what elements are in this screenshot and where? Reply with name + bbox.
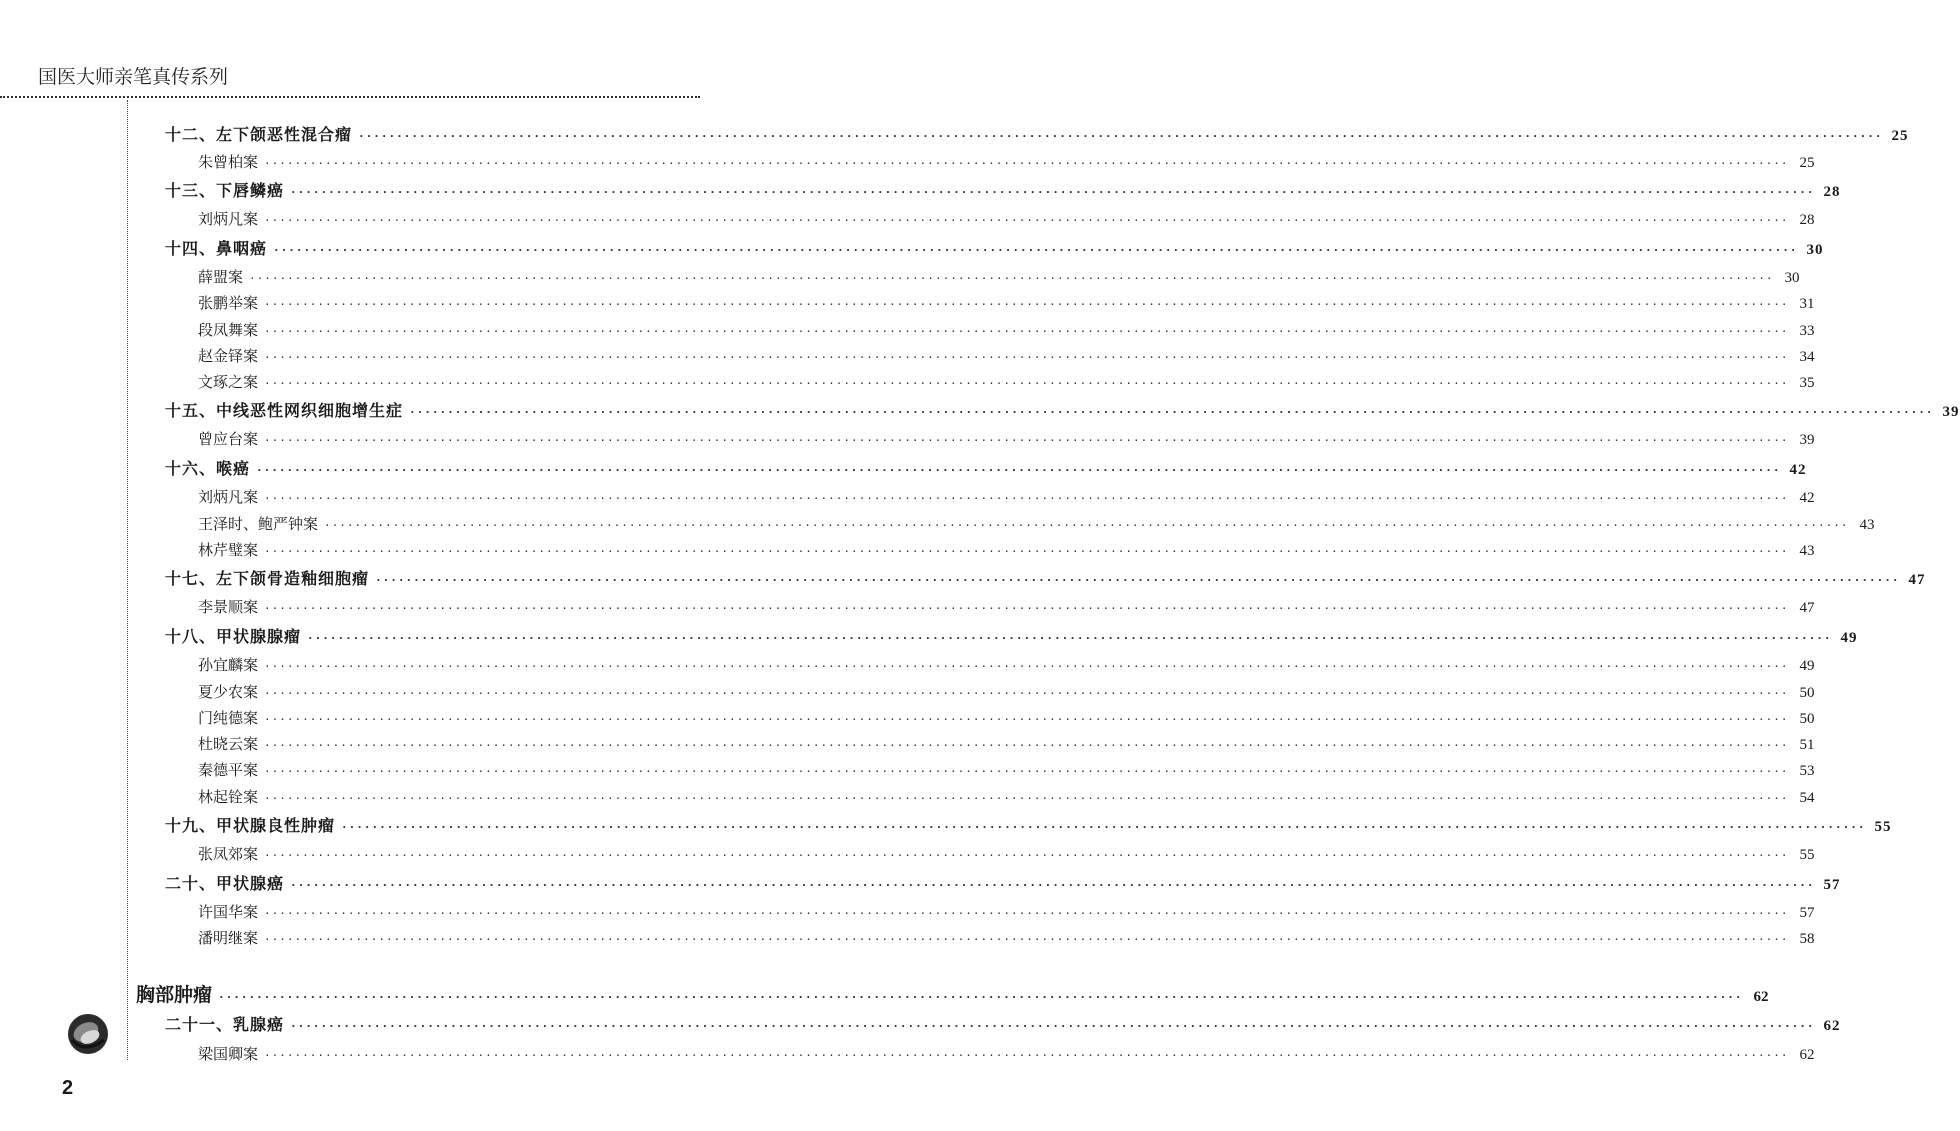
toc-entry[interactable] <box>198 149 1815 175</box>
toc-entry[interactable] <box>198 426 1815 452</box>
toc-entry-page: 51 <box>1799 737 1815 753</box>
dot-leader: ········································································································································································································ <box>264 602 1789 615</box>
toc-entry-title: 胸部肿瘤 <box>136 984 213 1006</box>
toc-entry-page: 62 <box>1799 1047 1815 1063</box>
toc-entry-page: 28 <box>1799 212 1815 228</box>
toc-entry-page: 49 <box>1799 658 1815 674</box>
dot-leader: ········································································································································································································ <box>264 434 1789 447</box>
toc-entry-title: 李景顺案 <box>198 598 259 616</box>
toc-entry[interactable] <box>198 841 1815 867</box>
toc-entry[interactable] <box>198 652 1815 678</box>
dot-leader: ········································································································································································································ <box>264 545 1789 558</box>
toc-entry[interactable] <box>136 982 1769 1008</box>
toc-entry-title: 十五、中线恶性网织细胞增生症 <box>165 401 404 420</box>
toc-entry-page: 57 <box>1823 877 1841 893</box>
dot-leader: ········································································································································································································ <box>218 991 1743 1004</box>
toc-entry[interactable] <box>198 511 1875 537</box>
toc-entry-title: 十二、左下颌恶性混合瘤 <box>165 125 353 144</box>
toc-entry[interactable] <box>198 1041 1815 1067</box>
toc-entry-title: 林起铨案 <box>198 788 259 806</box>
toc-entry-title: 十七、左下颌骨造釉细胞瘤 <box>165 569 370 588</box>
toc-entry-title: 薛盟案 <box>198 268 244 286</box>
toc-entry-title: 段凤舞案 <box>198 321 259 339</box>
dot-leader: ········································································································································································································ <box>264 792 1789 805</box>
toc-entry-page: 55 <box>1799 847 1815 863</box>
toc-entry-page: 42 <box>1799 490 1815 506</box>
toc-entry[interactable] <box>165 236 1824 262</box>
toc-entry-title: 十八、甲状腺腺瘤 <box>165 627 302 646</box>
dot-leader: ········································································································································································································ <box>264 1049 1789 1062</box>
dot-leader: ········································································································································································································ <box>290 186 1815 199</box>
toc-entry[interactable] <box>198 899 1815 925</box>
toc-entry-title: 门纯德案 <box>198 709 259 727</box>
toc-entry-page: 30 <box>1806 242 1824 258</box>
toc-entry-title: 秦德平案 <box>198 761 259 779</box>
toc-entry-page: 58 <box>1799 931 1815 947</box>
dot-leader: ········································································································································································································ <box>264 298 1789 311</box>
toc-entry[interactable] <box>198 925 1815 951</box>
toc-entry[interactable] <box>165 624 1858 650</box>
toc-entry-page: 39 <box>1942 404 1960 420</box>
toc-entry-page: 28 <box>1823 184 1841 200</box>
dot-leader: ········································································································································································································ <box>264 157 1789 170</box>
toc-entry-title: 夏少农案 <box>198 683 259 701</box>
dot-leader: ········································································································································································································ <box>409 406 1934 419</box>
toc-entry[interactable] <box>198 264 1800 290</box>
toc-entry-page: 62 <box>1823 1018 1841 1034</box>
toc-entry-page: 42 <box>1789 462 1807 478</box>
dot-leader: ········································································································································································································ <box>375 574 1900 587</box>
toc-entry[interactable] <box>198 317 1815 343</box>
dot-leader: ········································································································································································································ <box>264 214 1789 227</box>
series-title: 国医大师亲笔真传系列 <box>38 66 229 88</box>
toc-entry[interactable] <box>198 206 1815 232</box>
toc-entry-page: 49 <box>1840 630 1858 646</box>
toc-entry[interactable] <box>198 484 1815 510</box>
toc-entry[interactable] <box>198 369 1815 395</box>
toc-entry[interactable] <box>165 122 1909 148</box>
toc-entry[interactable] <box>198 290 1815 316</box>
dot-leader: ········································································································································································································ <box>264 907 1789 920</box>
toc-entry-title: 朱曾柏案 <box>198 153 259 171</box>
toc-entry-page: 54 <box>1799 790 1815 806</box>
toc-entry[interactable] <box>198 537 1815 563</box>
toc-entry-title: 赵金铎案 <box>198 347 259 365</box>
toc-entry-page: 33 <box>1799 323 1815 339</box>
dot-leader: ········································································································································································································ <box>273 244 1798 257</box>
dot-leader: ········································································································································································································ <box>264 739 1789 752</box>
toc-entry-page: 62 <box>1753 989 1769 1005</box>
toc-entry-page: 30 <box>1784 270 1800 286</box>
toc-entry-page: 47 <box>1908 572 1926 588</box>
dot-leader: ········································································································································································································ <box>264 933 1789 946</box>
toc-entry-title: 林芹璧案 <box>198 541 259 559</box>
toc-entry-title: 张凤郊案 <box>198 845 259 863</box>
toc-entry-title: 王泽时、鲍严钟案 <box>198 515 319 533</box>
toc-entry-title: 杜晓云案 <box>198 735 259 753</box>
toc-entry-title: 许国华案 <box>198 903 259 921</box>
dot-leader: ········································································································································································································ <box>290 1020 1815 1033</box>
toc-entry-page: 55 <box>1874 819 1892 835</box>
toc-entry[interactable] <box>165 456 1807 482</box>
toc-entry-page: 34 <box>1799 349 1815 365</box>
toc-entry-title: 梁国卿案 <box>198 1045 259 1063</box>
toc-entry-page: 50 <box>1799 685 1815 701</box>
dot-leader: ········································································································································································································ <box>358 130 1883 143</box>
dot-leader: ········································································································································································································ <box>264 492 1789 505</box>
dot-leader: ········································································································································································································ <box>264 660 1789 673</box>
dot-leader: ········································································································································································································ <box>264 765 1789 778</box>
toc-entry-page: 47 <box>1799 600 1815 616</box>
toc-entry-title: 十四、鼻咽癌 <box>165 239 268 258</box>
toc-entry-page: 43 <box>1799 543 1815 559</box>
toc-entry-title: 十九、甲状腺良性肿瘤 <box>165 816 336 835</box>
toc-entry-title: 孙宜麟案 <box>198 656 259 674</box>
toc-entry-page: 57 <box>1799 905 1815 921</box>
toc-entry-page: 43 <box>1859 517 1875 533</box>
toc-entry-title: 二十一、乳腺癌 <box>165 1015 285 1034</box>
toc-entry[interactable] <box>198 731 1815 757</box>
toc-entry-title: 刘炳凡案 <box>198 210 259 228</box>
dot-leader: ········································································································································································································ <box>264 377 1789 390</box>
toc-entry[interactable] <box>198 757 1815 783</box>
dot-leader: ········································································································································································································ <box>264 325 1789 338</box>
dot-leader: ········································································································································································································ <box>264 687 1789 700</box>
toc-entry-title: 十三、下唇鳞癌 <box>165 181 285 200</box>
toc-entry-title: 潘明继案 <box>198 929 259 947</box>
toc-entry-page: 35 <box>1799 375 1815 391</box>
toc-entry[interactable] <box>198 343 1815 369</box>
dot-leader: ········································································································································································································ <box>264 713 1789 726</box>
page-number: 2 <box>62 1077 74 1099</box>
toc-entry[interactable] <box>198 594 1815 620</box>
dot-leader: ········································································································································································································ <box>307 632 1832 645</box>
toc-entry-title: 张鹏举案 <box>198 294 259 312</box>
dot-leader: ········································································································································································································ <box>249 272 1774 285</box>
toc-entry-title: 刘炳凡案 <box>198 488 259 506</box>
toc-entry[interactable] <box>165 178 1841 204</box>
publisher-logo-icon <box>64 1010 112 1058</box>
toc-entry-title: 十六、喉癌 <box>165 459 251 478</box>
toc-entry-page: 31 <box>1799 296 1815 312</box>
toc-entry-page: 53 <box>1799 763 1815 779</box>
toc-entry[interactable] <box>165 813 1892 839</box>
dot-leader: ········································································································································································································ <box>264 849 1789 862</box>
toc-entry-page: 50 <box>1799 711 1815 727</box>
toc-entry-title: 曾应台案 <box>198 430 259 448</box>
toc-entry-title: 文琢之案 <box>198 373 259 391</box>
toc-entry[interactable] <box>198 705 1815 731</box>
dot-leader: ········································································································································································································ <box>341 821 1866 834</box>
toc-entry-page: 39 <box>1799 432 1815 448</box>
toc-entry-page: 25 <box>1799 155 1815 171</box>
toc-entry[interactable] <box>165 871 1841 897</box>
dot-leader: ········································································································································································································ <box>256 464 1781 477</box>
toc-entry[interactable] <box>198 784 1815 810</box>
dot-leader: ········································································································································································································ <box>324 519 1849 532</box>
toc-entry-page: 25 <box>1891 128 1909 144</box>
toc-entry[interactable] <box>165 398 1960 424</box>
toc-entry[interactable] <box>165 1012 1841 1038</box>
toc-entry[interactable] <box>198 679 1815 705</box>
dot-leader: ········································································································································································································ <box>290 879 1815 892</box>
toc-entry-title: 二十、甲状腺癌 <box>165 874 285 893</box>
toc-entry[interactable] <box>165 566 1926 592</box>
dot-leader: ········································································································································································································ <box>264 351 1789 364</box>
